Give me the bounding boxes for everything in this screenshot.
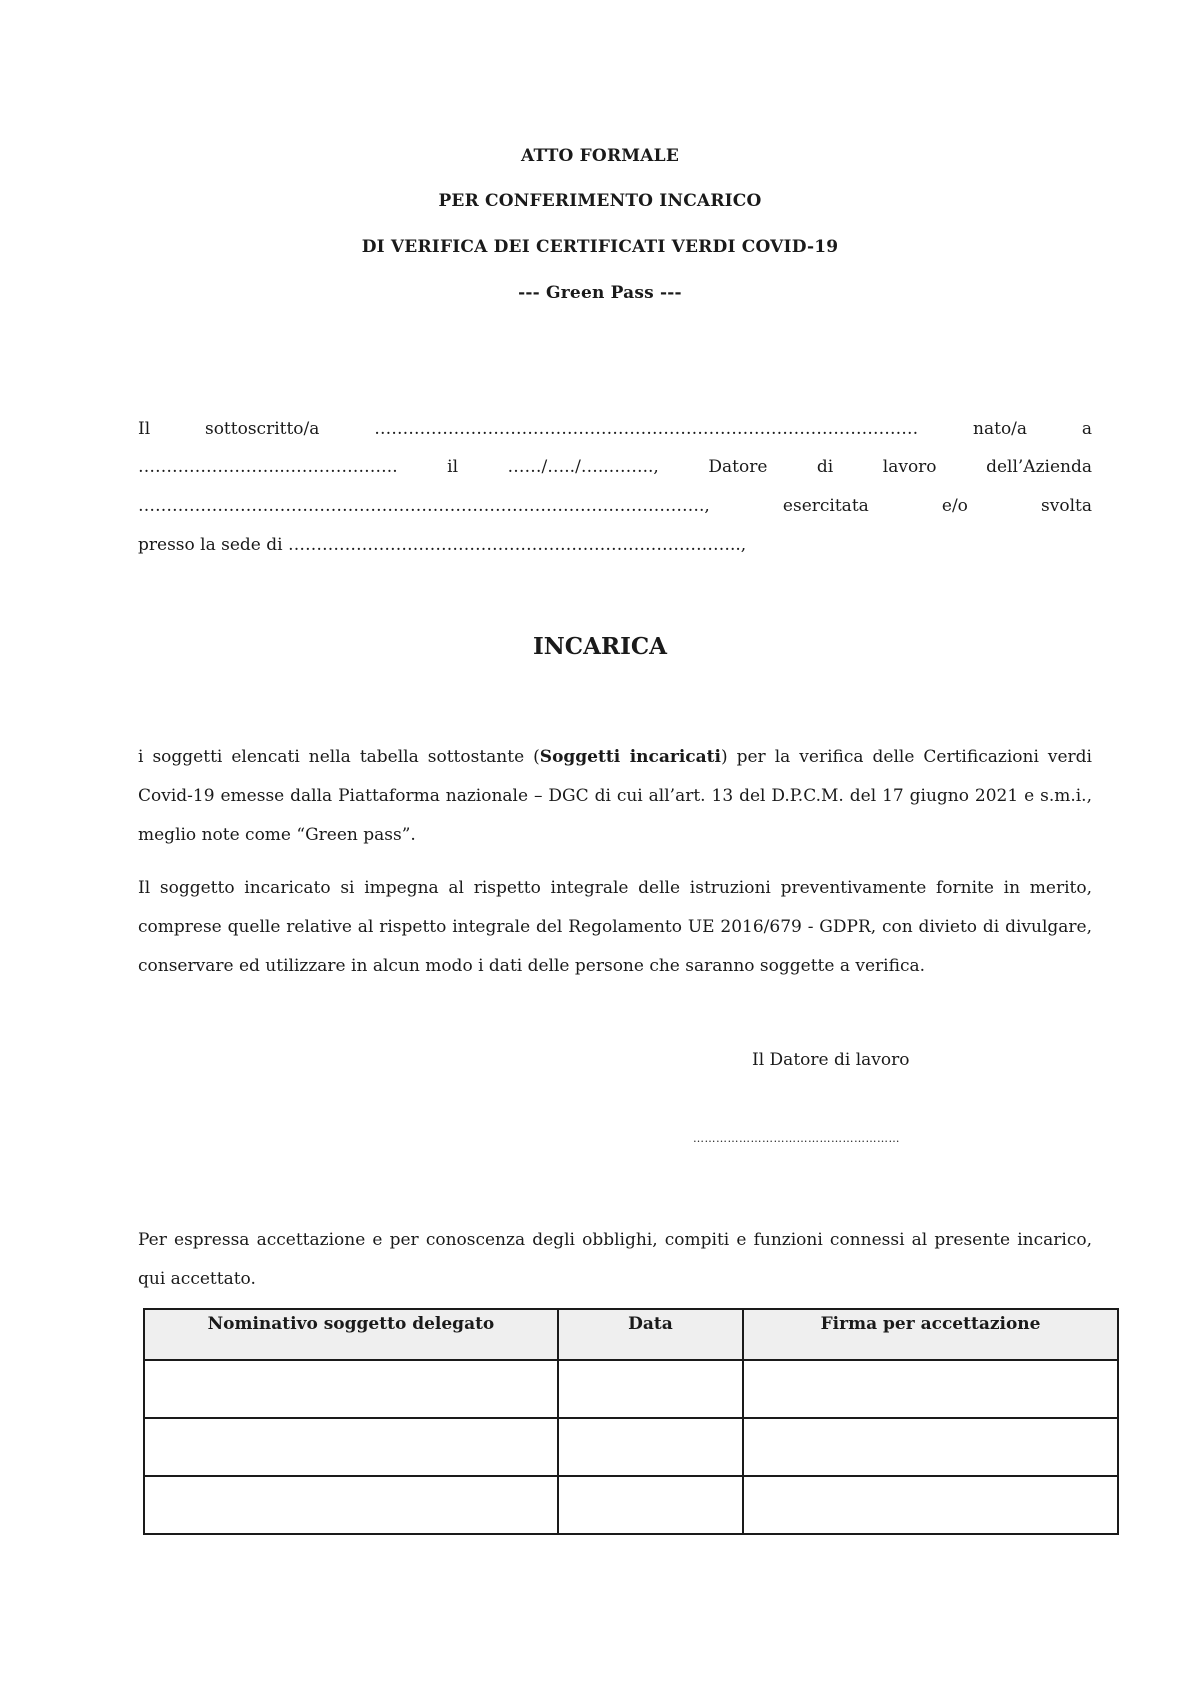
title-line-1: ATTO FORMALE (520, 146, 679, 166)
body-p1-bold: Soggetti incaricati (539, 747, 721, 767)
declaration-line-2: ……………………..……………….. il ……/…../…..…….., Datore di lavoro dell’Azienda (138, 457, 1092, 477)
title-line-2: PER CONFERIMENTO INCARICO (438, 191, 762, 211)
table-header-row (144, 1309, 1118, 1360)
table-cell-firma[interactable] (743, 1360, 1118, 1418)
signature-label: Il Datore di lavoro (752, 1050, 910, 1070)
table-cell-nominativo[interactable] (144, 1418, 558, 1476)
table-cell-data[interactable] (558, 1360, 743, 1418)
body-p1-before: i soggetti elencati nella tabella sottostante ( (138, 747, 540, 767)
table-cell-firma[interactable] (743, 1418, 1118, 1476)
table-row (144, 1476, 1118, 1534)
body-paragraph-1 (138, 738, 1092, 855)
header-data: Data (558, 1309, 743, 1360)
table-cell-data[interactable] (558, 1476, 743, 1534)
table-row (144, 1360, 1118, 1418)
header-firma: Firma per accettazione (743, 1309, 1118, 1360)
table-cell-data[interactable] (558, 1418, 743, 1476)
acceptance-text: Per espressa accettazione e per conoscenza degli obblighi, compiti e funzioni connessi al presente incarico, qui accettato. (138, 1230, 1092, 1289)
declaration-line-4: presso la sede di …………………………………………………………………….., (138, 535, 747, 555)
table-row (144, 1418, 1118, 1476)
declaration-line-3: ………………………………………………………………………………………., esercitata e/o svolta (138, 496, 1092, 516)
title-line-3: DI VERIFICA DEI CERTIFICATI VERDI COVID-19 (361, 237, 839, 257)
signature-line: ……………………………………………… (693, 1132, 900, 1145)
body-paragraph-2: Il soggetto incaricato si impegna al rispetto integrale delle istruzioni preventivamente fornite in merito, comprese quelle relative al rispetto integrale del Regolamento UE 2016/679 - GDPR, con divieto di divulgare, conservare ed utilizzare in alcun modo i dati delle persone che saranno soggette a verifica. (138, 878, 1092, 976)
table-cell-nominativo[interactable] (144, 1476, 558, 1534)
table-cell-firma[interactable] (743, 1476, 1118, 1534)
title-line-4: --- Green Pass --- (518, 283, 682, 303)
declaration-line-1: Il sottoscritto/a …………………………………………………………………………………… nato/a a (138, 419, 1092, 439)
table-cell-nominativo[interactable] (144, 1360, 558, 1418)
header-nominativo: Nominativo soggetto delegato (144, 1309, 558, 1360)
acceptance-table (143, 1308, 1119, 1535)
incarica-heading: INCARICA (533, 633, 667, 660)
body-p1-after: ) per la verifica delle Certificazioni verdi Covid-19 emesse dalla Piattaforma nazionale – DGC di cui all’art. 13 del D.P.C.M. del 17 giugno 2021 e s.m.i., meglio note come “Green pass”. (138, 747, 1092, 845)
